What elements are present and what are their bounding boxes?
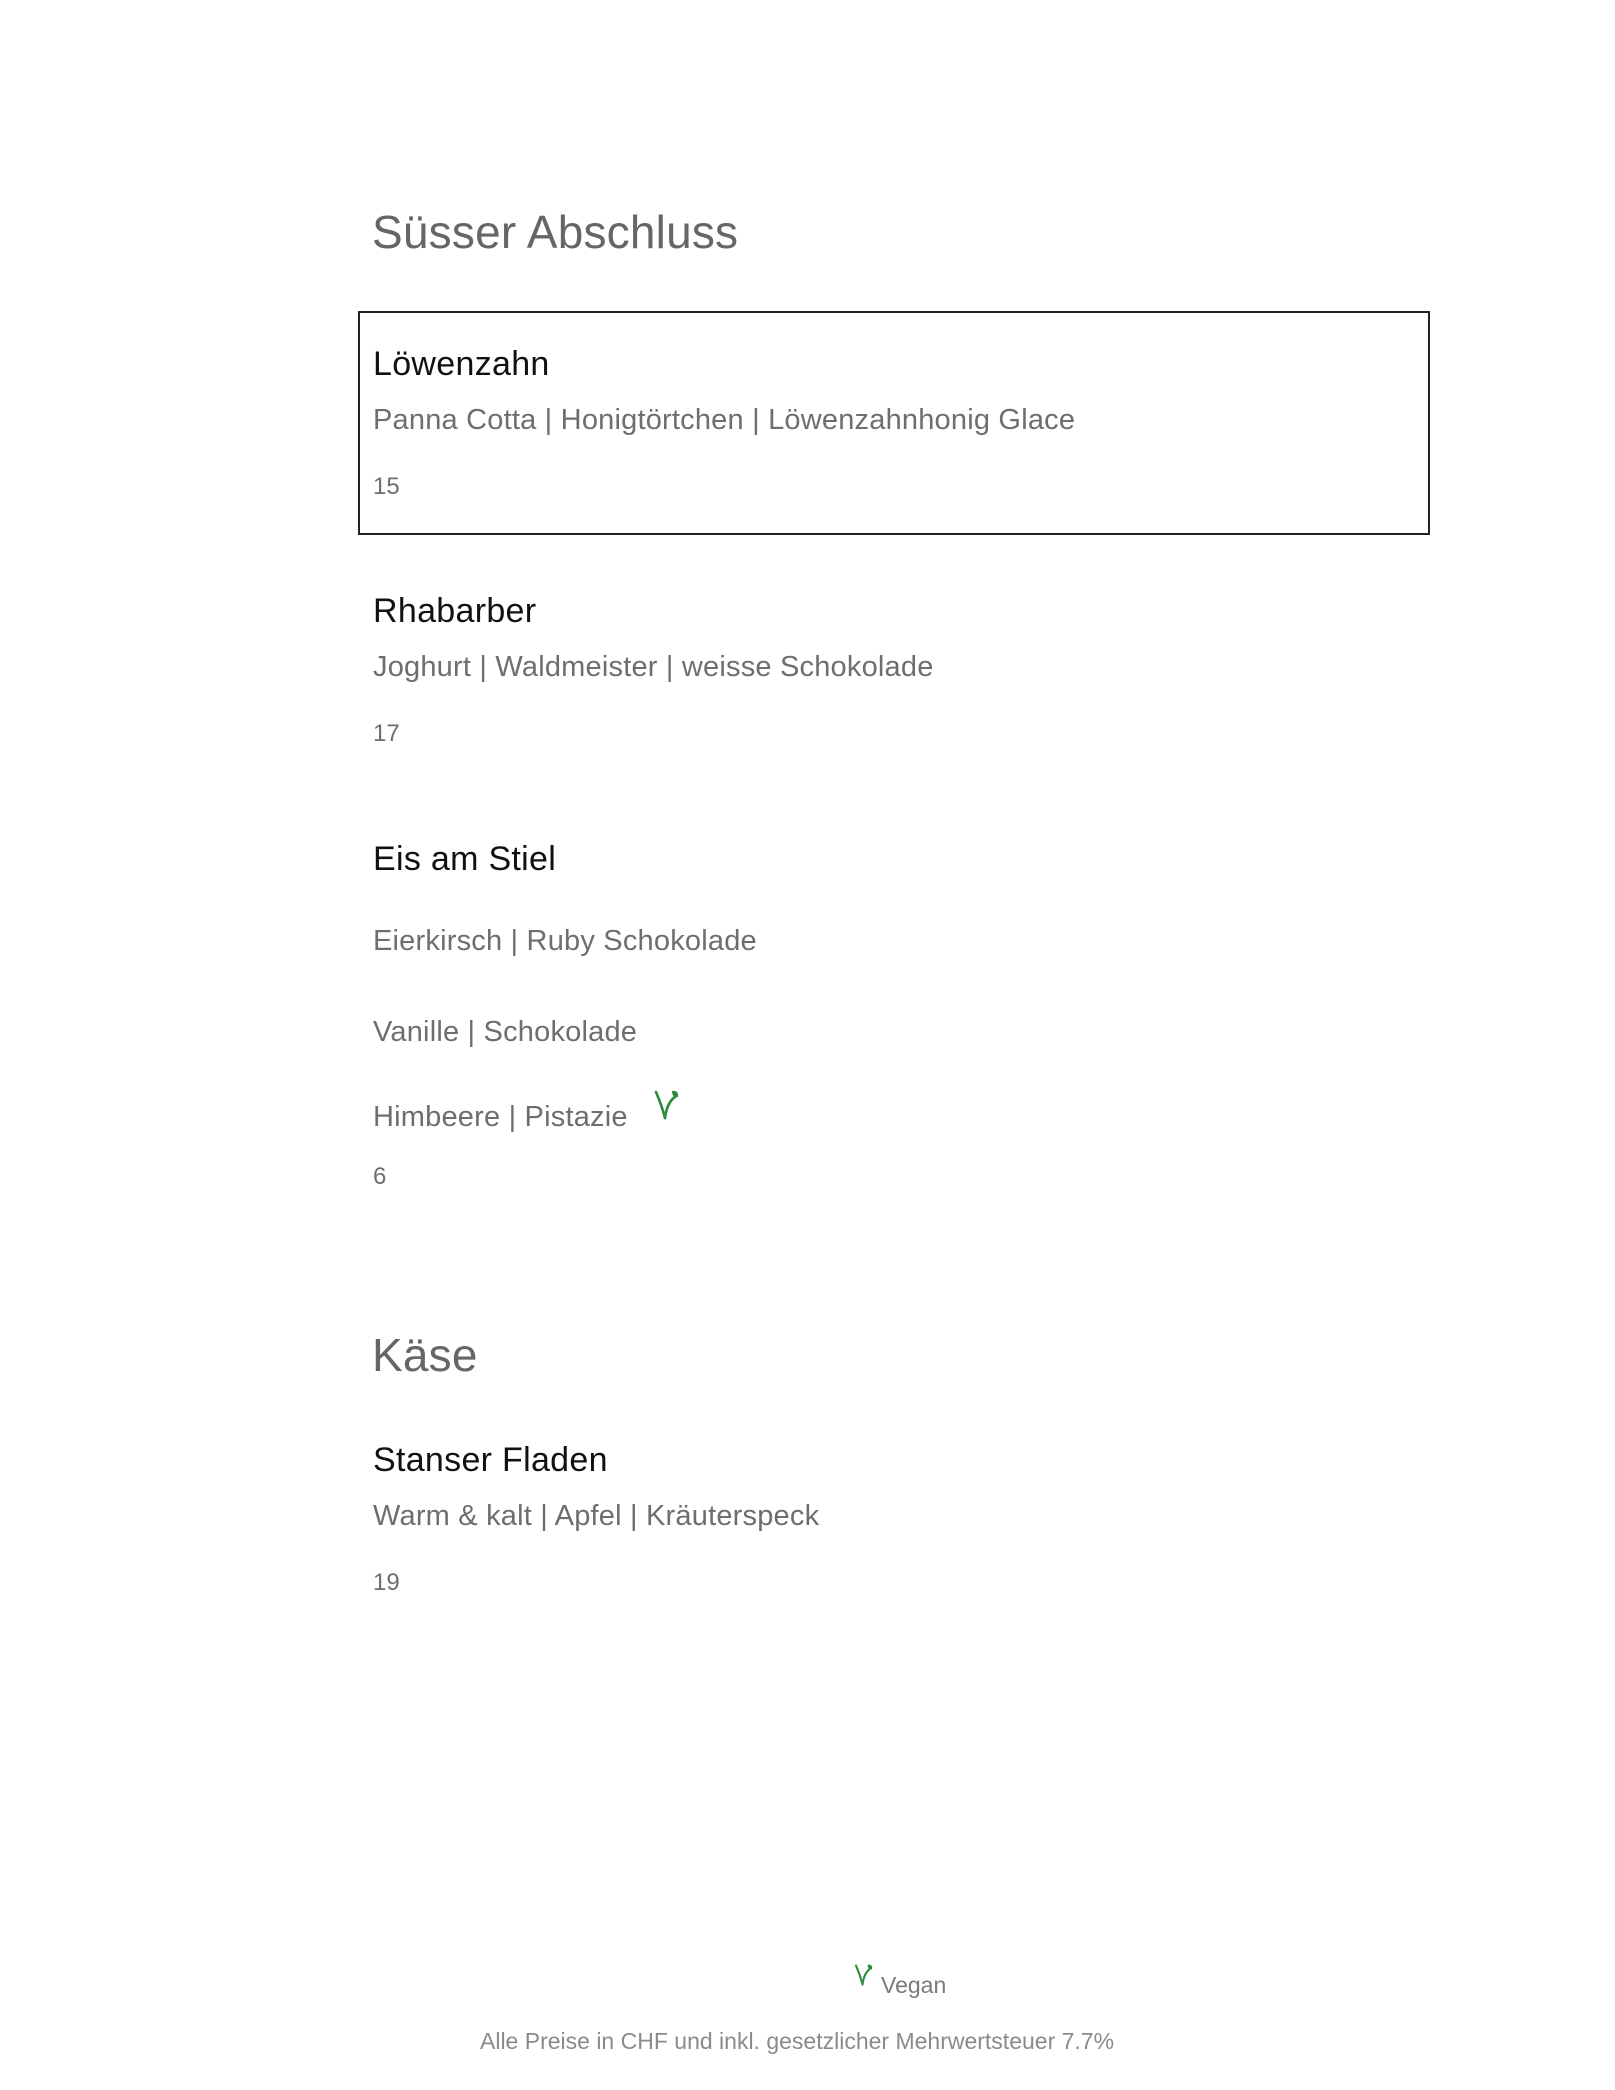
dish-price-eis-am-stiel: 6 — [373, 1163, 387, 1190]
dish-name-rhabarber: Rhabarber — [373, 592, 537, 630]
vegan-leaf-icon — [652, 1088, 682, 1127]
vegan-legend-leaf-icon — [853, 1962, 875, 1993]
vegan-legend-label: Vegan — [881, 1972, 947, 1998]
dish-name-stanser-fladen: Stanser Fladen — [373, 1441, 608, 1479]
dish-name-loewenzahn: Löwenzahn — [373, 345, 550, 383]
dish-price-rhabarber: 17 — [373, 720, 400, 747]
dish-variant-1: Eierkirsch | Ruby Schokolade — [373, 925, 757, 957]
dish-variant-2: Vanille | Schokolade — [373, 1016, 638, 1048]
dish-price-loewenzahn: 15 — [373, 473, 400, 500]
section-title-kaese: Käse — [372, 1329, 478, 1381]
dish-variant-3: Himbeere | Pistazie — [373, 1101, 628, 1133]
dish-price-stanser-fladen: 19 — [373, 1569, 400, 1596]
dish-name-eis-am-stiel: Eis am Stiel — [373, 840, 557, 878]
dish-description-rhabarber: Joghurt | Waldmeister | weisse Schokolade — [373, 651, 934, 683]
dish-description-stanser-fladen: Warm & kalt | Apfel | Kräuterspeck — [373, 1500, 820, 1532]
dish-description-loewenzahn: Panna Cotta | Honigtörtchen | Löwenzahnhonig Glace — [373, 404, 1076, 436]
section-title-suesser-abschluss: Süsser Abschluss — [372, 206, 739, 258]
price-note: Alle Preise in CHF und inkl. gesetzlicher Mehrwertsteuer 7.7% — [480, 2028, 1115, 2054]
